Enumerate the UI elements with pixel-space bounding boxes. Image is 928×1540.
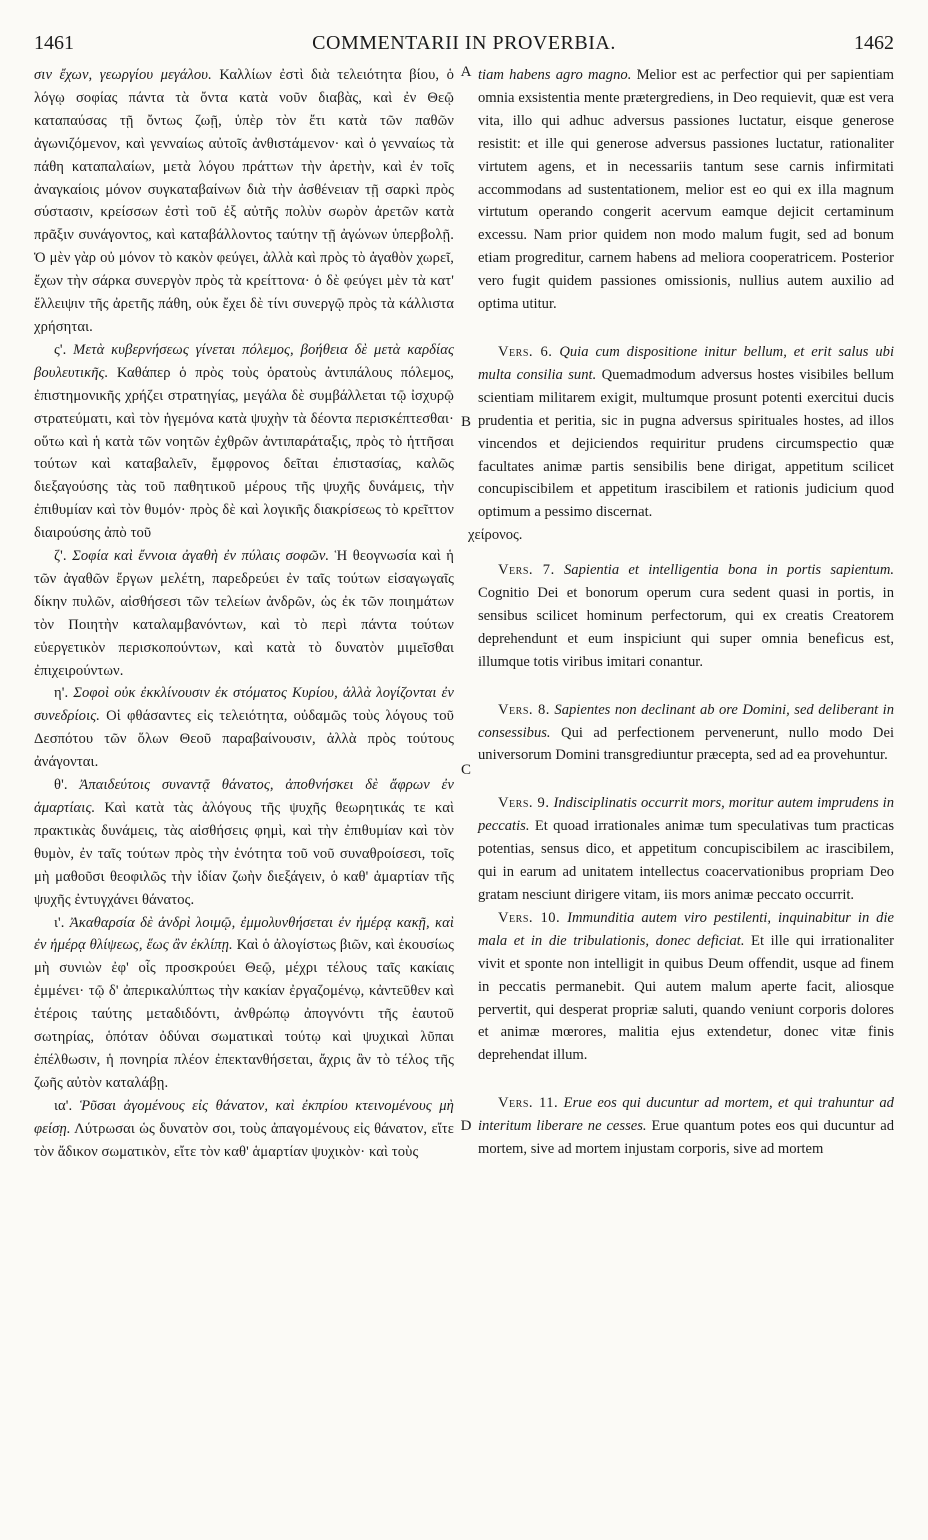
- page-header: [34, 32, 894, 60]
- latin-column: [468, 64, 895, 1524]
- latin-verse-11: Vers. 11. Erue eos qui ducuntur ad mortem, et qui trahuntur ad interitum liberare ne cesses. Erue quantum potes eos qui ducuntur ad mortem, sive ad mortem injustam corporis, sive ad mortem: [478, 1095, 894, 1158]
- greek-paragraph-intro: σιν ἔχων, γεωργίου μεγάλου. Καλλίων ἐστὶ διὰ τελειότητα βίου, ὁ λόγῳ σοφίας πάντα τὰ ὄντα κατὰ νοῦν διαβὰς, καὶ ἐν Θεῷ καταπαύσας τῇ ὄντως ζωῇ, ὑπὲρ τὸν ἔτι κατὰ τῶν παθῶν ἀγωνιζόμενον, καὶ γενναίως αὐτοῖς ἀνθιστάμενον· καὶ ὁ γενναίως τὰ πάθη καταπαλαίων, μετὰ λόγου πράττων τὴν ἀρετὴν, καὶ ἐν τοῖς ἀναγκαίοις μόνον συγκαταβαίνων διὰ τὴν ἀσθένειαν τῇ σαρκὶ πρὸς σύστασιν, κρείσσων ἐστὶ τοῦ ἐξ αὐτῆς πολὺν σωρὸν ἀρετῶν κατὰ πρᾶξιν συνάγοντος, καὶ καταβάλλοντος ταύτην τῇ ἀγώνων ὑπερβολῇ. Ὁ μὲν γὰρ οὐ μόνον τὸ κακὸν φεύγει, ἀλλὰ καὶ πρὸς τὸ ἀγαθὸν χωρεῖ, ἔχων τὴν σάρκα συνεργὸν πρὸς τὰ κρείττονα· ὁ δὲ φεύγει μὲν τὰ κατ' ἔλλειψιν τῆς ἀρετῆς πάθη, οὐκ ἔχει δὲ τίνι συνεργῷ πρὸς τὰ κάλλιστα χρήσηται.: [34, 67, 454, 335]
- page-number-left: 1461: [34, 32, 74, 54]
- latin-verse-6: Vers. 6. Quia cum dispositione initur bellum, et erit salus ubi multa consilia sunt. Quemadmodum adversus hostes visibiles bellum scientiam militarem exigit, multumque prosunt potenti exercitui ducis prudentia et peritia, sic in pugna adversus spirituales hostes, ad illos vincendos et dejiciendos requiritur prudens circumspectio quæ facultates animæ partis sensibilis bene dirigat, appetitum scilicet concupiscibilem et appetitum irascibilem et rationis judicium quod optimum a pessimo discernat.: [478, 343, 895, 521]
- greek-column: [34, 64, 454, 1524]
- greek-verse-11: ια'. Ῥῦσαι ἀγομένους εἰς θάνατον, καὶ ἐκπρίου κτεινομένους μὴ φείσῃ. Λύτρωσαι ὡς δυνατὸν σοι, τοὺς ἀπαγομένους εἰς θάνατον, εἴτε τὸν ἄδικον σωματικὸν, εἴτε τὸν καθ' ἁμαρτίαν ψυχικὸν· καὶ τοὺς: [34, 1097, 454, 1160]
- latin-verse-9: Vers. 9. Indisciplinatis occurrit mors, moritur autem imprudens in peccatis. Et quoad irrationales animæ tum speculativas tum practicas potentias, sensus dico, et appetitum concupiscibilem ac irascibilem, qui in earum ad unitatem intellectus coacervationibus propriam Deo gratam nesciunt dirigere vitam, iis mors animæ peccato occurrit.: [478, 795, 894, 903]
- page-number-right: 1462: [854, 32, 894, 54]
- margin-marker-d: D: [460, 1118, 472, 1134]
- greek-continuation: χείρονος.: [468, 527, 523, 544]
- latin-paragraph-intro: tiam habens agro magno. Melior est ac perfectior qui per sapientiam omnia exsistentia mente prætergrediens, in Deo requievit, quæ est vera vita, illo qui adhuc adversus passiones luctatur, eisque generose resistit: et ille qui generose adversus passiones luctatur, rationaliter virtutem agens, et in necessariis tantum sese carnis infirmitati accommodans ad sustentationem, melior est eo qui ex illa magnum virtutum operando congerit acervum eamque dejicit certaminum excessu. Nam prior quidem non modo malum fugit, sed ad bonum etiam progreditur, carnem habens ad meliora cooperatricem. Posterior vero fugit quidem passiones omissionis, nullius autem auxilio ad optima utitur.: [478, 67, 894, 313]
- latin-verse-7: Vers. 7. Sapientia et intelligentia bona in portis sapientum. Cognitio Dei et bonorum operum cura sedent quasi in portis, in sensibus scilicet hominum perfectorum, qui ex creatis Creatorem deprehendunt et eum inspiciunt qui super omnia beneficus est, illumque totis viribus imitari conantur.: [478, 562, 895, 670]
- running-title: COMMENTARII IN PROVERBIA.: [312, 32, 616, 54]
- greek-verse-9: θ'. Ἀπαιδεύτοις συναντᾷ θάνατος, ἀποθνήσκει δὲ ἄφρων ἐν ἁμαρτίαις. Καὶ κατὰ τὰς ἀλόγους τῆς ψυχῆς θεωρητικάς τε καὶ πρακτικὰς δυνάμεις, τὰς αἰσθήσεις φημὶ, καὶ τὴν ἐπιθυμίαν καὶ τὸν θυμὸν, ἐν ταῖς τούτων πρὸς τὴν ἑνότητα τοῦ νοῦ συναθροίσεσι, τοῖς μὴ μαθοῦσι θεοφιλῶς τὴν ἰδίαν ζωὴν διεξάγειν, ὁ καθ' ἁμαρτίαν τῆς ψυχῆς ἐντυγχάνει θάνατος.: [34, 777, 454, 908]
- greek-verse-8: η'. Σοφοὶ οὐκ ἐκκλίνουσιν ἐκ στόματος Κυρίου, ἀλλὰ λογίζονται ἐν συνεδρίοις. Οἱ φθάσαντες εἰς τελειότητα, οὐδαμῶς τοὺς λόγους τοῦ Δεσπότου τῶν ὅλων Θεοῦ παραβαίνουσιν, ἀλλὰ πρὸς τούτους ἀνάγονται.: [34, 685, 454, 771]
- margin-marker-c: C: [460, 762, 471, 778]
- greek-verse-7: ζ'. Σοφία καὶ ἔννοια ἀγαθὴ ἐν πύλαις σοφῶν. Ἡ θεογνωσία καὶ ἡ τῶν ἀγαθῶν ἔργων μελέτη, παρεδρεύει ἐν ταῖς τούτων εἰσαγωγαῖς δίκην πυλῶν, αἰσθήσεσι τῶν τελείων ἀνδρῶν, ὡς ἐκ τῶν ποιημάτων τὸν Ποιητὴν καταλαμβανόντων, καὶ τὸ περὶ πάντα τούτων εὐεργετικὸν περισκοπούντων, καὶ κατὰ τὸ δυνατὸν μιμεῖσθαι ἐπιχειρούντων.: [34, 548, 455, 679]
- latin-verse-8: Vers. 8. Sapientes non declinant ab ore Domini, sed deliberant in consessibus. Qui ad perfectionem pervenerunt, nullo modo Dei universorum Domini transgrediuntur præcepta, sed ad ea provehuntur.: [478, 701, 894, 764]
- margin-marker-a: A: [460, 64, 472, 80]
- greek-verse-6: ς'. Μετὰ κυβερνήσεως γίνεται πόλεμος, βοήθεια δὲ μετὰ καρδίας βουλευτικῆς. Καθάπερ ὁ πρὸς τοὺς ὁρατοὺς ἀντιπάλους πόλεμος, ἐπιστημονικῆς χρήζει στρατηγίας, μεγάλα δὲ συμβάλλεται τῷ ἰσχυρῷ στρατεύματι, καὶ τὸν ἡγεμόνα κατὰ ψυχὴν τὰ δέοντα περισκέπτεσθαι· οὕτω καὶ ἡ κατὰ τῶν νοητῶν ἐχθρῶν ἀντιπαράταξις, πρὸς τὸ ἡττῆσαι τούτων καὶ καταβαλεῖν, ἔμφρονος δεῖται ἐπιστασίας, καλῶς διεξαγούσης τὰς τοῦ παθητικοῦ μέρους τῆς ψυχῆς δυνάμεις, τὴν ἐπιθυμίαν καὶ τὸν θυμόν· πρὸς δὲ καὶ λογικῆς διακρίσεως τὸ κρεῖττον διαιρούσης ἀπὸ τοῦ: [34, 341, 454, 542]
- greek-verse-10: ι'. Ἀκαθαρσία δὲ ἀνδρὶ λοιμῷ, ἐμμολυνθήσεται ἐν ἡμέρᾳ κακῇ, καὶ ἐν ἡμέρᾳ θλίψεως, ἕως ἂν ἐκλίπῃ. Καὶ ὁ ἀλογίστως βιῶν, καὶ ἑκουσίως μὴ συνιὼν ἐφ' οἷς προσκρούει Θεῷ, μέχρι τέλους ταῖς κακίαις ἐμμένει· τῷ δ' ἀπερικαλύπτως τὴν κακίαν ἐργαζομένῳ, κἀντεῦθεν καὶ ἑτέροις ταύτης μεταδιδόντι, ἀνθρώπῳ ἀπογνόντι τῆς ἑαυτοῦ σωτηρίας, ὁπόταν ὀδύναι σωματικαὶ τούτῳ καὶ ψυχικαὶ λῦπαι ἐπέλθωσιν, ἡ πονηρία πλέον ἐπεκτανθήσεται, ἄχρις ἂν τὸ τέλος τῆς ζωῆς αὐτὸν καταλάβῃ.: [34, 914, 454, 1091]
- margin-marker-b: B: [460, 414, 471, 430]
- latin-verse-10: Vers. 10. Immunditia autem viro pestilenti, inquinabitur in die mala et in die tribulationis, donec deficiat. Et ille qui irrationaliter vivit et sponte non intelligit in quibus Deum offendit, usque ad finem in peccatis permanebit. Qui autem malum aperte facit, aliosque pervertit, qui desperat propriæ saluti, quando veniunt corporis dolores et animæ mœrores, malitia ejus extendetur, donec vitæ finis deprehendat illum.: [478, 909, 895, 1064]
